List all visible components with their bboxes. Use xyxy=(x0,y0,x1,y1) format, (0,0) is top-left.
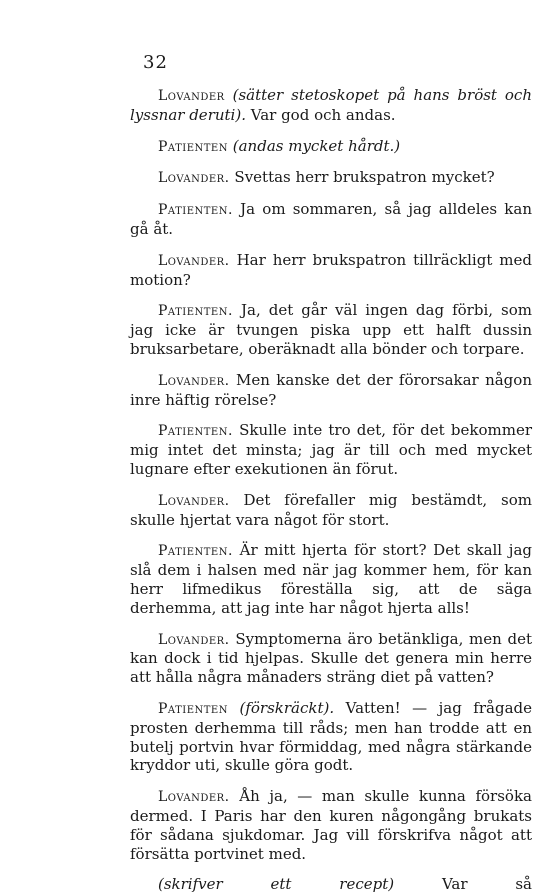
speaker-name: Lovander. xyxy=(158,631,230,648)
speaker-name: Lovander. xyxy=(158,170,230,187)
speaker-name: Patienten. xyxy=(158,202,233,219)
dialogue-paragraph xyxy=(130,86,532,125)
dialogue-text: Har herr brukspatron tillräckligt med motion? xyxy=(130,250,532,289)
dialogue-paragraph xyxy=(130,137,532,157)
dialogue-paragraph xyxy=(130,699,532,775)
stage-direction: (andas mycket hårdt.) xyxy=(232,136,401,155)
dialogue-text: Skulle inte tro det, för det bekommer mig intet det minsta; jag är till och med mycket lugnare efter exekutionen än förut. xyxy=(130,421,532,478)
dialogue-text: Vatten! — jag frågade prosten derhemma till råds; men han trodde att en butelj portvin hvar förmiddag, med några stärkande kryddor uti, skulle göra godt. xyxy=(130,698,532,775)
stage-direction: (förskräckt). xyxy=(239,698,335,717)
dialogue-text: Ja om sommaren, så jag alldeles kan gå åt. xyxy=(130,200,532,238)
dialogue-paragraph xyxy=(130,421,532,478)
dialogue-paragraph xyxy=(130,251,532,290)
speaker-name: Patienten xyxy=(158,138,228,155)
dialogue-paragraph xyxy=(130,875,532,894)
stage-direction: (sätter stetoskopet på hans bröst och lyssnar deruti). xyxy=(130,86,532,124)
speaker-name: Lovander. xyxy=(158,492,230,509)
dialogue-text: Det förefaller mig bestämdt, som skulle hjertat vara något för stort. xyxy=(130,490,532,529)
speaker-name: Patienten. xyxy=(158,423,233,440)
page-number: 32 xyxy=(143,52,168,73)
dialogue-paragraph xyxy=(130,200,532,239)
dialogue-paragraph xyxy=(130,168,532,188)
body-text xyxy=(130,86,532,894)
dialogue-text: Är mitt hjerta för stort? Det skall jag slå dem i halsen med när jag kommer hem, för kan herr lifmedikus föreställa sig, att de säga derhemma, att jag inte har något hjerta alls! xyxy=(130,541,532,617)
dialogue-paragraph xyxy=(130,371,532,410)
speaker-name: Lovander. xyxy=(158,372,230,389)
stage-direction: (skrifver ett recept) xyxy=(158,875,395,894)
dialogue-text: Ja, det går väl ingen dag förbi, som jag icke är tvungen piska upp ett halft dussin bruksarbetare, oberäknadt alla bönder och torpare. xyxy=(130,301,532,358)
speaker-name: Patienten xyxy=(158,700,228,717)
dialogue-text: Svettas herr brukspatron mycket? xyxy=(234,168,495,187)
dialogue-paragraph xyxy=(130,630,532,687)
dialogue-text: Symptomerna äro betänkliga, men det kan dock i tid hjelpas. Skulle det genera min herre att hålla några månaders sträng diet på vatten? xyxy=(130,629,532,687)
dialogue-paragraph xyxy=(130,301,532,358)
dialogue-paragraph xyxy=(130,491,532,530)
speaker-name: Lovander. xyxy=(158,252,230,269)
dialogue-text: Var god och andas. xyxy=(245,105,396,124)
dialogue-text: Åh ja, — man skulle kunna försöka dermed. I Paris har den kuren någongång brukats för sådana sjukdomar. Jag vill förskrifva något att försätta portvinet med. xyxy=(130,787,532,863)
speaker-name: Lovander xyxy=(158,88,225,104)
dialogue-paragraph xyxy=(130,787,532,863)
dialogue-text: Men kanske det der förorsakar någon inre häftig rörelse? xyxy=(130,370,532,409)
dialogue-text: Var så xyxy=(394,875,532,894)
speaker-name: Patienten. xyxy=(158,303,233,320)
speaker-name: Lovander. xyxy=(158,789,230,806)
dialogue-paragraph xyxy=(130,541,532,617)
speaker-name: Patienten. xyxy=(158,543,233,560)
